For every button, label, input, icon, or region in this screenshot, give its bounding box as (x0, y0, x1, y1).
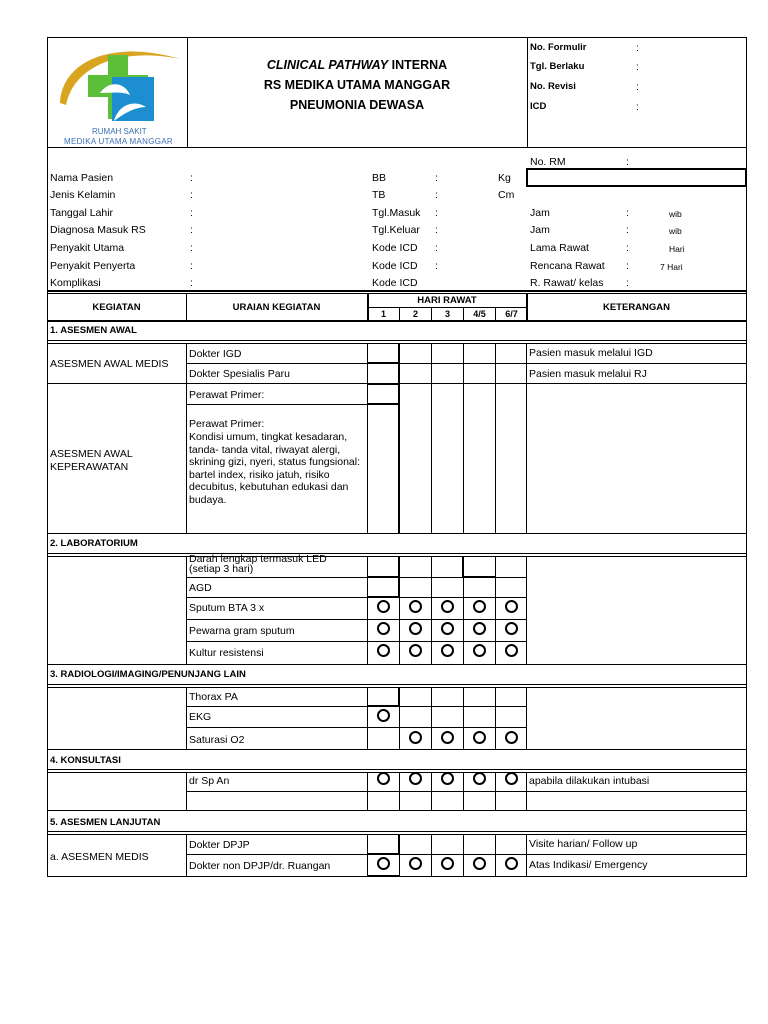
section-title: 4. KONSULTASI (50, 755, 121, 766)
patient-label: Penyakit Penyerta (50, 260, 136, 272)
uraian-thorax: Thorax PA (189, 691, 238, 703)
patient-right-label: Lama Rawat (530, 242, 589, 254)
day-check-circle[interactable] (377, 772, 390, 785)
day-check-circle[interactable] (505, 644, 518, 657)
patient-mid-label: Kode ICD (372, 260, 418, 272)
uraian-non-dpjp: Dokter non DPJP/dr. Ruangan (189, 860, 331, 872)
day-check-circle[interactable] (473, 644, 486, 657)
logo-text-line1: RUMAH SAKIT (92, 127, 147, 136)
logo-text-line2: MEDIKA UTAMA MANGGAR (64, 137, 173, 146)
patient-label: Nama Pasien (50, 172, 114, 184)
uraian-saturasi: Saturasi O2 (189, 734, 245, 746)
day-check-circle[interactable] (441, 772, 454, 785)
day-check-circle[interactable] (409, 600, 422, 613)
patient-mid-label: TB (372, 189, 386, 201)
patient-right-label: Rencana Rawat (530, 260, 605, 272)
header-uraian: URAIAN KEGIATAN (232, 302, 321, 313)
hospital-name: RS MEDIKA UTAMA MANGGAR (263, 78, 451, 92)
day-check-circle[interactable] (505, 622, 518, 635)
uraian-dokter-paru: Dokter Spesialis Paru (189, 368, 290, 380)
meta-label-formulir: No. Formulir (530, 42, 587, 53)
section-title: 1. ASESMEN AWAL (50, 325, 137, 336)
patient-mid-label: Tgl.Keluar (372, 224, 420, 236)
uraian-dpjp: Dokter DPJP (189, 839, 250, 851)
patient-label: Penyakit Utama (50, 242, 125, 254)
uraian-sputum: Sputum BTA 3 x (189, 602, 265, 614)
day-check-circle[interactable] (441, 731, 454, 744)
uraian-dokter-igd: Dokter IGD (189, 348, 242, 360)
ket-intubasi: apabila dilakukan intubasi (529, 775, 650, 787)
day-check-circle[interactable] (473, 731, 486, 744)
header-day: 1 (380, 309, 386, 319)
day-check-circle[interactable] (473, 772, 486, 785)
patient-right-value: wib (669, 226, 682, 236)
patient-mid-label: BB (372, 172, 387, 184)
uraian-agd: AGD (189, 582, 212, 594)
section-title: 2. LABORATORIUM (50, 538, 138, 549)
header-keterangan: KETERANGAN (602, 302, 671, 313)
meta-label-icd: ICD (530, 101, 547, 112)
patient-label: Tanggal Lahir (50, 207, 114, 219)
day-check-circle[interactable] (441, 622, 454, 635)
day-check-circle[interactable] (377, 857, 390, 870)
patient-right-value: wib (669, 209, 682, 219)
patient-right-label: Jam (530, 224, 550, 236)
kegiatan-asesmen-kep: ASESMEN AWAL KEPERAWATAN (50, 448, 133, 473)
header-day: 6/7 (505, 309, 518, 319)
hospital-logo (52, 41, 184, 147)
uraian-drspan: dr Sp An (189, 775, 230, 787)
ket-igd: Pasien masuk melalui IGD (529, 347, 653, 359)
day-check-circle[interactable] (505, 731, 518, 744)
ket-emergency: Atas Indikasi/ Emergency (529, 859, 648, 871)
meta-sep: : (636, 42, 639, 54)
day-check-circle[interactable] (473, 622, 486, 635)
day-check-circle[interactable] (473, 600, 486, 613)
title-rest: INTERNA (388, 58, 448, 72)
day-check-circle[interactable] (409, 731, 422, 744)
day-check-circle[interactable] (409, 622, 422, 635)
kegiatan-asesmen-medis: ASESMEN AWAL MEDIS (50, 358, 169, 370)
ket-visite: Visite harian/ Follow up (529, 838, 638, 850)
uraian-gram: Pewarna gram sputum (189, 625, 295, 637)
day-check-circle[interactable] (505, 772, 518, 785)
patient-right-label: R. Rawat/ kelas (530, 277, 604, 289)
ket-rj: Pasien masuk melalui RJ (529, 368, 647, 380)
diagnosis-title: PNEUMONIA DEWASA (289, 98, 425, 112)
no-rm-field[interactable] (526, 168, 747, 187)
patient-right-value: 7 Hari (660, 262, 683, 272)
day-check-circle[interactable] (441, 600, 454, 613)
meta-label-berlaku: Tgl. Berlaku (530, 61, 585, 72)
day-check-circle[interactable] (441, 644, 454, 657)
day-check-circle[interactable] (409, 644, 422, 657)
patient-mid-label: Kode ICD (372, 277, 418, 289)
meta-sep: : (636, 101, 639, 113)
day-check-circle[interactable] (505, 600, 518, 613)
patient-right-label: Jam (530, 207, 550, 219)
day-check-circle[interactable] (377, 709, 390, 722)
day-check-circle[interactable] (409, 772, 422, 785)
day-check-circle[interactable] (409, 857, 422, 870)
day-check-circle[interactable] (377, 622, 390, 635)
unit-cm: Cm (498, 189, 515, 201)
patient-label: Komplikasi (50, 277, 101, 289)
header-day: 2 (412, 309, 418, 319)
day-check-circle[interactable] (441, 857, 454, 870)
kegiatan-asesmen-medis-lanjut: a. ASESMEN MEDIS (50, 851, 149, 863)
header-hari-rawat: HARI RAWAT (417, 295, 477, 306)
meta-label-revisi: No. Revisi (530, 81, 576, 92)
uraian-ekg: EKG (189, 711, 212, 723)
section-title: 3. RADIOLOGI/IMAGING/PENUNJANG LAIN (50, 669, 246, 680)
title-italic: CLINICAL PATHWAY (266, 58, 389, 72)
header-day: 4/5 (473, 309, 486, 319)
day-check-circle[interactable] (377, 600, 390, 613)
document-title (187, 58, 527, 72)
section-title: 5. ASESMEN LANJUTAN (50, 817, 161, 828)
patient-label: Jenis Kelamin (50, 189, 116, 201)
day-check-circle[interactable] (505, 857, 518, 870)
uraian-perawat-detail-title: Perawat Primer: (189, 418, 265, 430)
day-check-circle[interactable] (377, 644, 390, 657)
uraian-perawat-primer: Perawat Primer: (189, 389, 265, 401)
day-check-circle[interactable] (473, 857, 486, 870)
no-rm-label: No. RM (530, 156, 566, 168)
patient-right-value: Hari (669, 244, 685, 254)
patient-mid-label: Tgl.Masuk (372, 207, 421, 219)
uraian-darah: Darah lengkap termasuk LED (setiap 3 hari) (189, 553, 327, 575)
patient-label: Diagnosa Masuk RS (50, 224, 146, 236)
header-kegiatan: KEGIATAN (92, 302, 141, 313)
patient-mid-label: Kode ICD (372, 242, 418, 254)
header-day: 3 (444, 309, 450, 319)
meta-sep: : (636, 61, 639, 73)
uraian-kultur: Kultur resistensi (189, 647, 264, 659)
unit-kg: Kg (498, 172, 511, 184)
meta-sep: : (636, 81, 639, 93)
uraian-perawat-detail: Kondisi umum, tingkat kesadaran, tanda- tanda vital, riwayat alergi, skrining gizi, nyeri, status fungsional: bartel index, risiko jatuh, risiko decubitus, kebutuhan edukasi dan budaya. (189, 431, 360, 506)
